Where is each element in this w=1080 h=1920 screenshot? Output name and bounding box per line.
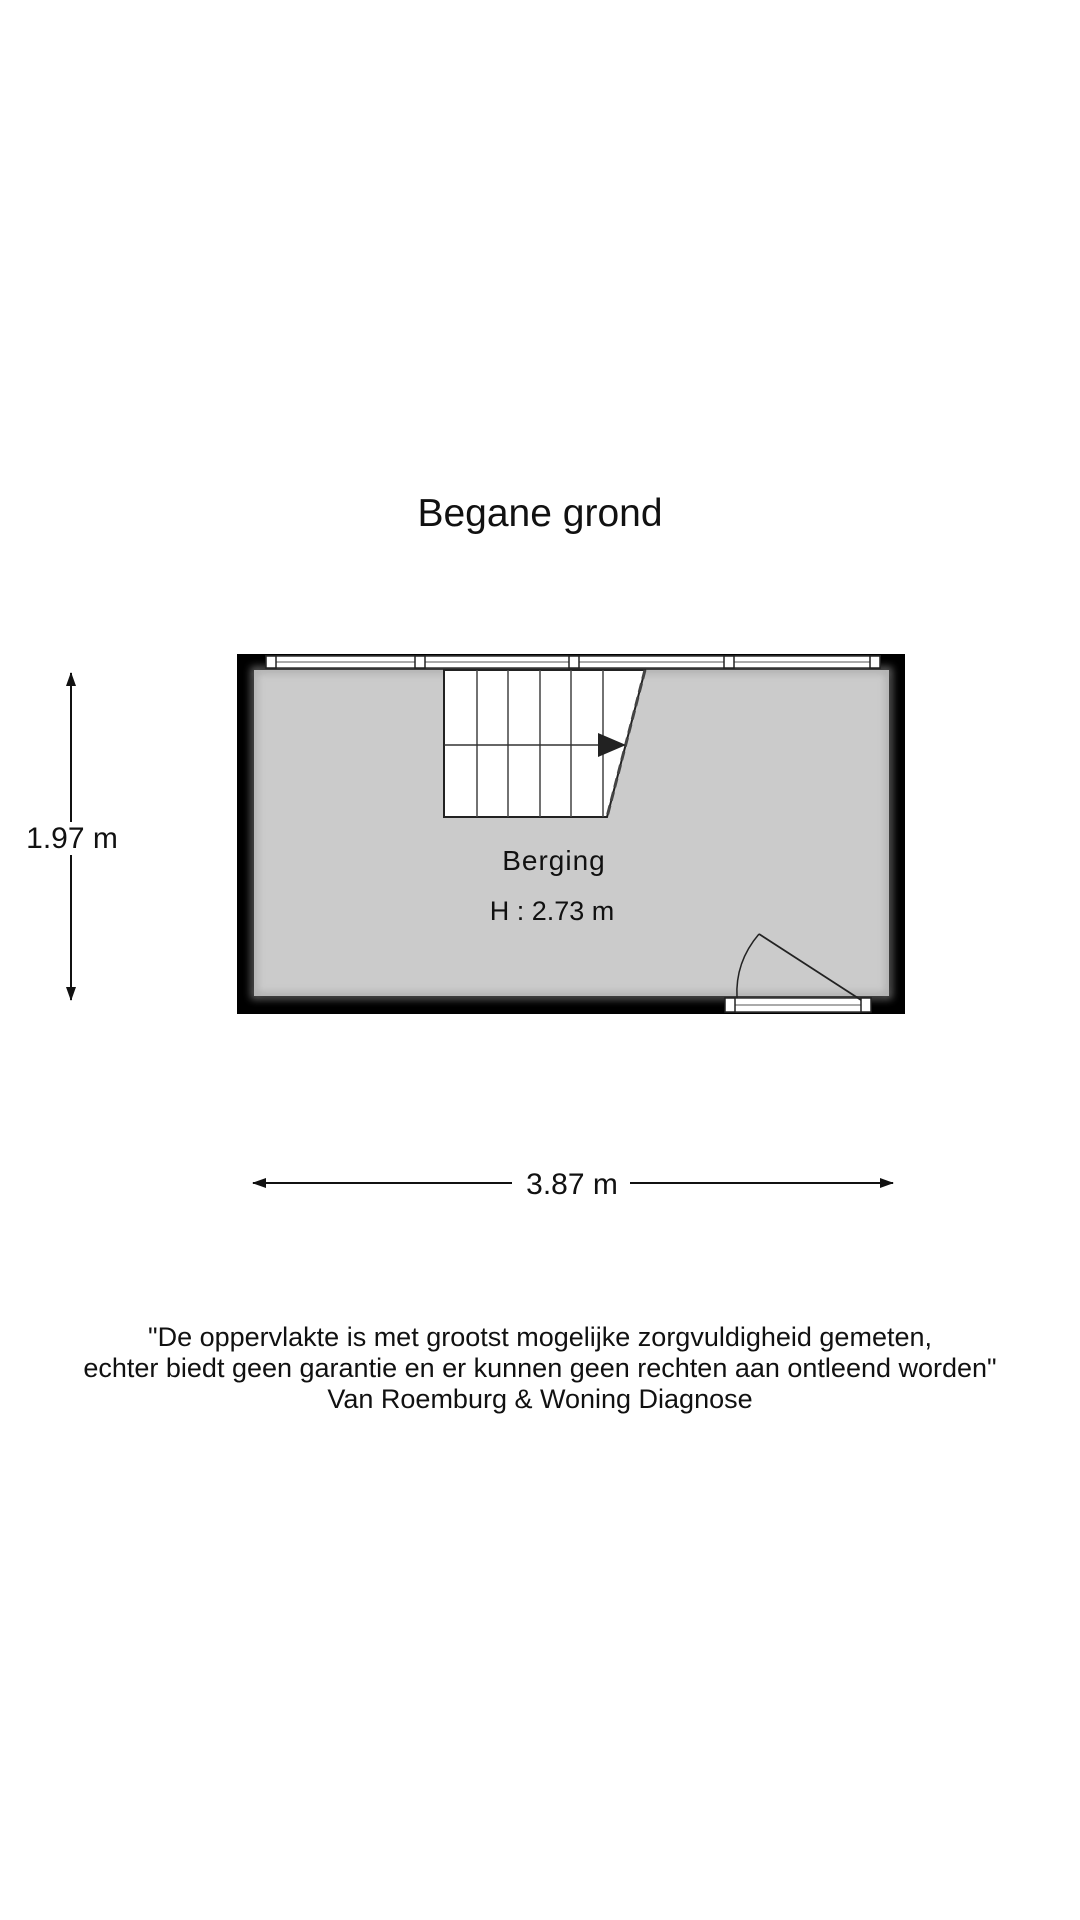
depth-dimension [26,673,118,1000]
top-window [266,656,880,668]
disclaimer [0,1322,1080,1415]
disclaimer-line-2: echter biedt geen garantie en er kunnen geen rechten aan ontleend worden" [83,1353,997,1383]
width-dimension [253,1168,893,1201]
disclaimer-line-1: "De oppervlakte is met grootst mogelijke zorgvuldigheid gemeten, [148,1322,932,1352]
floor-title: Begane grond [417,492,663,535]
room-height: H : 2.73 m [489,896,615,926]
room-name: Berging [502,845,606,876]
disclaimer-line-3: Van Roemburg & Woning Diagnose [327,1384,753,1414]
depth-label: 1.97 m [26,822,118,855]
width-label: 3.87 m [526,1168,618,1201]
